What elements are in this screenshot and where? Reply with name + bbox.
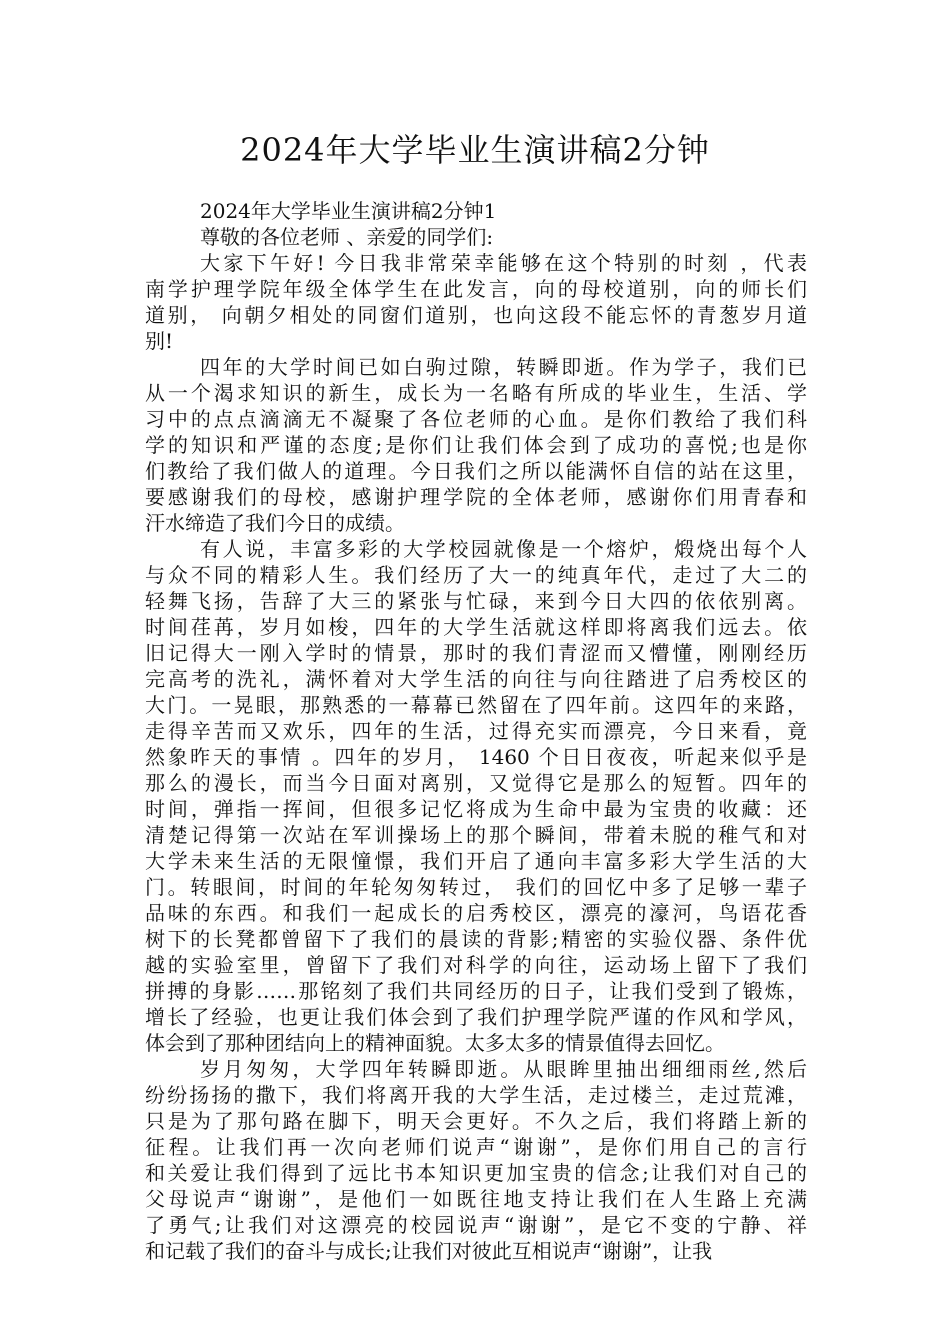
paragraph-line: 时间，弹指一挥间，但很多记忆将成为生命中最为宝贵的收藏：还	[145, 797, 807, 821]
paragraph-line: 了勇气;让我们对这漂亮的校园说声“谢谢”，是它不变的宁静、祥	[145, 1213, 807, 1237]
document-title: 2024年大学毕业生演讲稿2分钟	[240, 131, 710, 169]
paragraph-list	[145, 250, 807, 1264]
paragraph	[145, 354, 807, 536]
paragraph-line: 旧记得大一刚入学时的情景，那时的我们青涩而又懵懂，刚刚经历	[145, 641, 807, 665]
paragraph-line: 大学未来生活的无限憧憬，我们开启了通向丰富多彩大学生活的大	[145, 849, 807, 873]
paragraph-line: 体会到了那种团结向上的精神面貌。太多太多的情景值得去回忆。	[145, 1031, 725, 1055]
paragraph-line: 大家下午好! 今日我非常荣幸能够在这个特别的时刻 ，代表	[200, 251, 807, 275]
paragraph-line: 那么的漫长，而当今日面对离别，又觉得它是那么的短暂。四年的	[145, 771, 807, 795]
paragraph-line: 父母说声“谢谢”，是他们一如既往地支持让我们在人生路上充满	[145, 1187, 807, 1211]
paragraph-line: 们教给了我们做人的道理。今日我们之所以能满怀自信的站在这里，	[145, 459, 807, 483]
paragraph-line: 时间荏苒，岁月如梭，四年的大学生活就这样即将离我们远去。依	[145, 615, 807, 639]
paragraph-line: 南学护理学院年级全体学生在此发言，向的母校道别，向的师长们	[145, 277, 807, 301]
paragraph-line: 拼搏的身影……那铭刻了我们共同经历的日子，让我们受到了锻炼，	[145, 979, 807, 1003]
paragraph-line: 走得辛苦而又欢乐，四年的生活，过得充实而漂亮，今日来看，竟	[145, 719, 807, 743]
paragraph-line: 汗水缔造了我们今日的成绩。	[145, 511, 405, 535]
paragraph-line: 岁月匆匆，大学四年转瞬即逝。从眼眸里抽出细细雨丝,然后	[200, 1057, 807, 1081]
paragraph-line: 清楚记得第一次站在军训操场上的那个瞬间，带着未脱的稚气和对	[145, 823, 807, 847]
paragraph-line: 完高考的洗礼，满怀着对大学生活的向往与向往踏进了启秀校区的	[145, 667, 807, 691]
paragraph-line: 和关爱让我们得到了远比书本知识更加宝贵的信念;让我们对自己的	[145, 1161, 807, 1185]
paragraph	[145, 1056, 807, 1264]
paragraph-line: 然象昨天的事情 。四年的岁月， 1460 个日日夜夜，听起来似乎是	[145, 745, 807, 769]
document-body	[145, 198, 807, 1264]
paragraph-line: 习中的点点滴滴无不凝聚了各位老师的心血。是你们教给了我们科	[145, 407, 807, 431]
paragraph-line: 别!	[145, 329, 174, 353]
paragraph-line: 要感谢我们的母校，感谢护理学院的全体老师，感谢你们用青春和	[145, 485, 807, 509]
paragraph-line: 越的实验室里，曾留下了我们对科学的向往，运动场上留下了我们	[145, 953, 807, 977]
paragraph-line: 征程。让我们再一次向老师们说声“谢谢”，是你们用自己的言行	[145, 1135, 807, 1159]
paragraph	[145, 250, 807, 354]
paragraph-line: 学的知识和严谨的态度;是你们让我们体会到了成功的喜悦;也是你	[145, 433, 807, 457]
paragraph	[145, 536, 807, 1056]
paragraph-line: 大门。一晃眼，那熟悉的一幕幕已然留在了四年前。这四年的来路，	[145, 693, 807, 717]
paragraph-line: 从一个渴求知识的新生，成长为一名略有所成的毕业生，生活、学	[145, 381, 807, 405]
paragraph-line: 门。转眼间，时间的年轮匆匆转过， 我们的回忆中多了足够一辈子	[145, 875, 807, 899]
paragraph-line: 道别， 向朝夕相处的同窗们道别，也向这段不能忘怀的青葱岁月道	[145, 303, 807, 327]
paragraph-line: 纷纷扬扬的撒下，我们将离开我的大学生活，走过楼兰，走过荒滩，	[145, 1083, 807, 1107]
paragraph-line: 有人说，丰富多彩的大学校园就像是一个熔炉，煅烧出每个人	[200, 537, 807, 561]
paragraph-line: 轻舞飞扬，告辞了大三的紧张与忙碌，来到今日大四的依依别离。	[145, 589, 807, 613]
paragraph-line: 增长了经验，也更让我们体会到了我们护理学院严谨的作风和学风，	[145, 1005, 807, 1029]
paragraph-line: 树下的长凳都曾留下了我们的晨读的背影;精密的实验仪器、条件优	[145, 927, 807, 951]
paragraph-line: 只是为了那句路在脚下，明天会更好。不久之后，我们将踏上新的	[145, 1109, 807, 1133]
paragraph-line: 四年的大学时间已如白驹过隙，转瞬即逝。作为学子，我们已	[200, 355, 807, 379]
document-subtitle: 2024年大学毕业生演讲稿2分钟1	[200, 199, 497, 223]
paragraph-line: 与众不同的精彩人生。我们经历了大一的纯真年代，走过了大二的	[145, 563, 807, 587]
paragraph-line: 和记载了我们的奋斗与成长;让我们对彼此互相说声“谢谢”，让我	[145, 1239, 713, 1263]
paragraph-line: 品味的东西。和我们一起成长的启秀校区，漂亮的濠河，鸟语花香	[145, 901, 807, 925]
salutation: 尊敬的各位老师 、亲爱的同学们:	[200, 225, 494, 249]
